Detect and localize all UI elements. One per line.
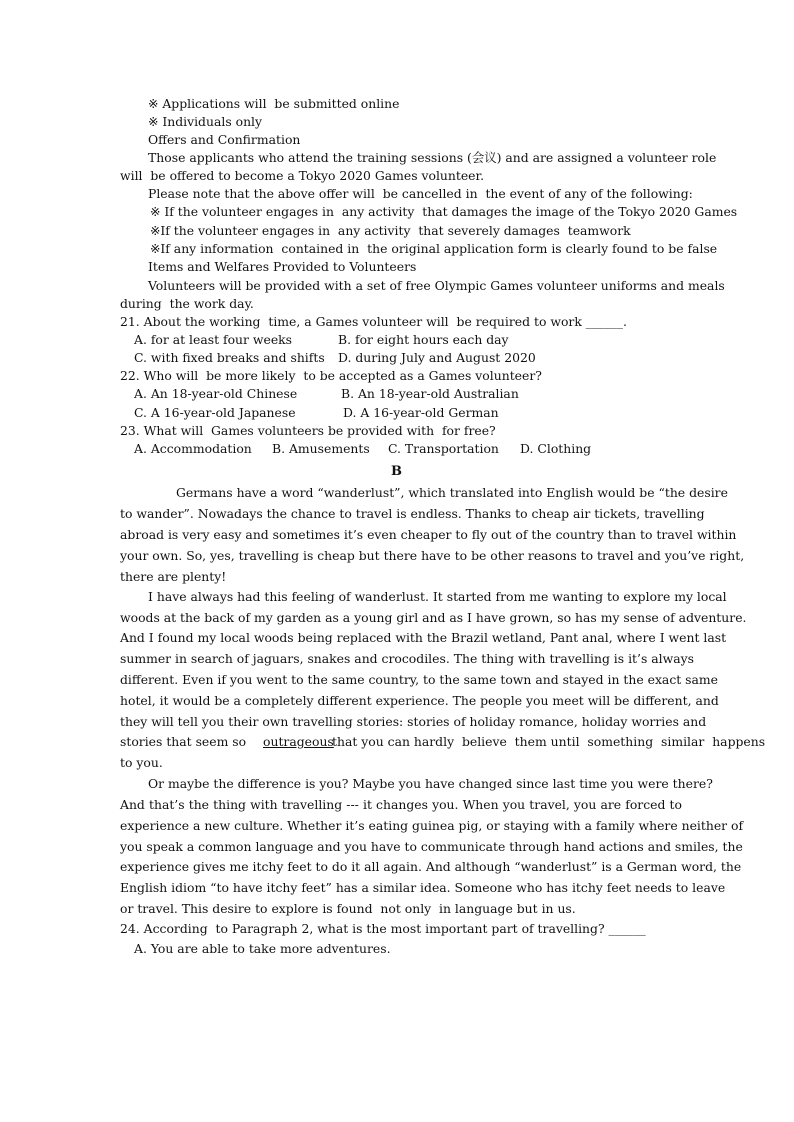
passage-p2-line7: they will tell you their own travelling stories: stories of holiday romance, holiday worries and <box>120 714 707 729</box>
section-b-heading: B <box>391 464 402 479</box>
vocab-underline: outrageous <box>263 734 334 749</box>
passage-p2-outrageous <box>263 733 334 751</box>
passage-p3-line4: you speak a common language and you have to communicate through hand actions and smiles, the <box>120 839 743 854</box>
question-22-option-d: D. A 16-year-old German <box>343 405 499 420</box>
question-23-option-a: A. Accommodation <box>134 441 252 456</box>
passage-p2-line8-start: stories that seem so <box>120 734 247 749</box>
offers-cancel-note: Please note that the above offer will be cancelled in the event of any of the following: <box>148 186 693 201</box>
items-line1: Volunteers will be provided with a set of free Olympic Games volunteer uniforms and meals <box>148 278 725 293</box>
question-21-option-a: A. for at least four weeks <box>134 332 293 347</box>
passage-p3-line7: or travel. This desire to explore is found not only in language but in us. <box>120 901 576 916</box>
offers-paragraph-line1: Those applicants who attend the training sessions (会议) and are assigned a volunteer role <box>148 150 717 165</box>
bullet-online: ※ Applications will be submitted online <box>148 96 400 111</box>
items-heading: Items and Welfares Provided to Volunteers <box>148 259 417 274</box>
question-22-option-c: C. A 16-year-old Japanese <box>134 405 296 420</box>
bullet-individuals: ※ Individuals only <box>148 114 263 129</box>
passage-p3-line5: experience gives me itchy feet to do it all again. And although “wanderlust” is a German word, the <box>120 859 742 874</box>
passage-p2-line2: woods at the back of my garden as a young girl and as I have grown, so has my sense of adventure. <box>120 610 747 625</box>
passage-p3-line3: experience a new culture. Whether it’s eating guinea pig, or staying with a family where neither of <box>120 818 744 833</box>
question-22-option-a: A. An 18-year-old Chinese <box>134 386 298 401</box>
passage-p1-line3: abroad is very easy and sometimes it’s even cheaper to fly out of the country than to travel within <box>120 527 737 542</box>
question-24-stem: 24. According to Paragraph 2, what is the most important part of travelling? ______ <box>120 921 646 936</box>
passage-p2-line8-end: that you can hardly believe them until something similar happens <box>332 734 766 749</box>
question-23-option-b: B. Amusements <box>272 441 370 456</box>
condition-false-info: ※If any information contained in the original application form is clearly found to be false <box>150 241 718 256</box>
condition-image: ※ If the volunteer engages in any activity that damages the image of the Tokyo 2020 Games <box>150 204 738 219</box>
question-22-option-b: B. An 18-year-old Australian <box>341 386 519 401</box>
passage-p1-line2: to wander”. Nowadays the chance to travel is endless. Thanks to cheap air tickets, travelling <box>120 506 705 521</box>
offers-heading: Offers and Confirmation <box>148 132 301 147</box>
question-21-option-c: C. with fixed breaks and shifts <box>134 350 325 365</box>
question-23-stem: 23. What will Games volunteers be provided with for free? <box>120 423 496 438</box>
passage-p3-line1: Or maybe the difference is you? Maybe you have changed since last time you were there? <box>148 776 713 791</box>
question-23-option-c: C. Transportation <box>388 441 499 456</box>
passage-p2-line4: summer in search of jaguars, snakes and crocodiles. The thing with travelling is it’s always <box>120 651 694 666</box>
question-21-option-b: B. for eight hours each day <box>338 332 509 347</box>
offers-paragraph-line2: will be offered to become a Tokyo 2020 Games volunteer. <box>120 168 485 183</box>
condition-teamwork: ※If the volunteer engages in any activity that severely damages teamwork <box>150 223 631 238</box>
passage-p3-line2: And that’s the thing with travelling --- it changes you. When you travel, you are forced to <box>120 797 682 812</box>
passage-p2-line6: hotel, it would be a completely different experience. The people you meet will be different, and <box>120 693 719 708</box>
passage-p3-line6: English idiom “to have itchy feet” has a similar idea. Someone who has itchy feet needs to leave <box>120 880 726 895</box>
passage-p1-line5: there are plenty! <box>120 569 227 584</box>
question-23-option-d: D. Clothing <box>520 441 592 456</box>
question-21-option-d: D. during July and August 2020 <box>338 350 536 365</box>
passage-p1-line4: your own. So, yes, travelling is cheap but there have to be other reasons to travel and you’ve right, <box>120 548 745 563</box>
passage-p2-line9: to you. <box>120 755 163 770</box>
question-22-stem: 22. Who will be more likely to be accepted as a Games volunteer? <box>120 368 542 383</box>
question-21-stem: 21. About the working time, a Games volunteer will be required to work ______. <box>120 314 627 329</box>
passage-p2-line3: And I found my local woods being replaced with the Brazil wetland, Pant anal, where I went last <box>120 630 727 645</box>
passage-p2-line5: different. Even if you went to the same country, to the same town and stayed in the exact same <box>120 672 718 687</box>
passage-p2-line1: I have always had this feeling of wanderlust. It started from me wanting to explore my local <box>148 589 727 604</box>
question-24-option-a: A. You are able to take more adventures. <box>134 941 391 956</box>
passage-p1-line1: Germans have a word “wanderlust”, which translated into English would be “the desire <box>176 485 728 500</box>
items-line2: during the work day. <box>120 296 254 311</box>
